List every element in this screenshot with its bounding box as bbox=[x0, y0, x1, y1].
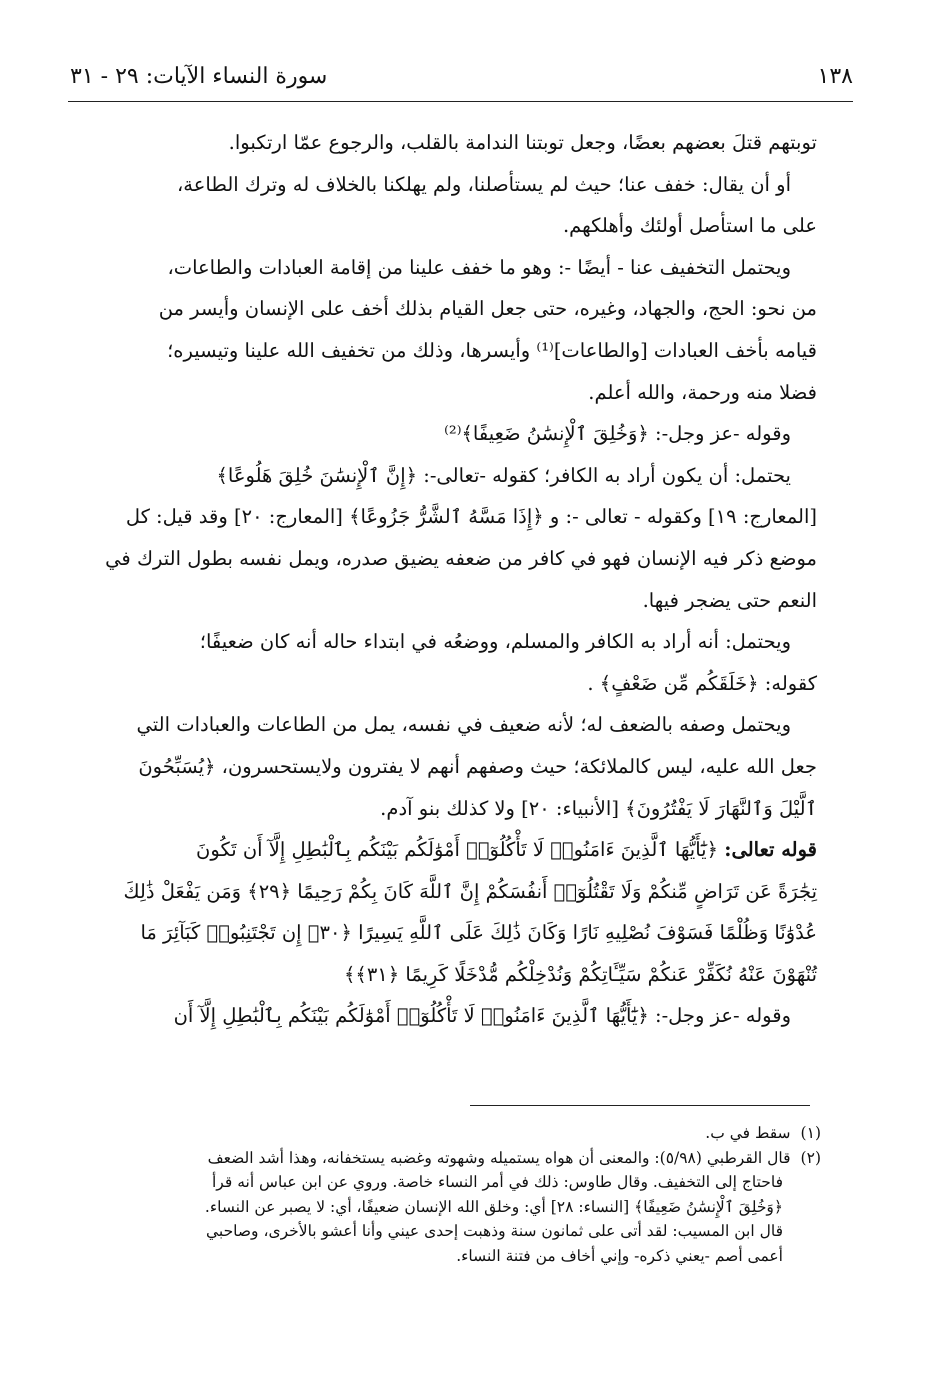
text-line: توبتهم قتلَ بعضهم بعضًا، وجعل توبتنا الندامة بالقلب، والرجوع عمّا ارتكبوا. bbox=[228, 131, 817, 154]
footnote-text: قال ابن المسيب: لقد أتى على ثمانون سنة وذهبت إحدى عيني وأنا أعشو بالأخرى، وصاحبي bbox=[206, 1222, 783, 1241]
text-line: ويحتمل وصفه بالضعف له؛ لأنه ضعيف في نفسه، يمل من الطاعات والعبادات التي bbox=[136, 713, 791, 737]
text-line: [المعارج: ١٩] وكقوله - تعالى -: و ﴿إِذَا مَسَّهُ ٱلشَّرُّ جَزُوعًا﴾ [المعارج: ٢٠] وقد قيل: كل bbox=[125, 505, 817, 529]
text-line: جعل الله عليه، ليس كالملائكة؛ حيث وصفهم أنهم لا يفترون ولايستحسرون، ﴿يُسَبِّحُونَ bbox=[138, 754, 817, 778]
text-line: فضلا منه ورحمة، والله أعلم. bbox=[588, 380, 817, 404]
text-line: أو أن يقال: خفف عنا؛ حيث لم يستأصلنا، ولم يهلكنا بالخلاف له وترك الطاعة، bbox=[177, 172, 791, 196]
footnote-text: فاحتاج إلى التخفيف. وقال طاوس: ذلك في أمر النساء خاصة. وروي عن ابن عباس أنه قرأ bbox=[212, 1173, 783, 1192]
text-line: النعم حتى يضجر فيها. bbox=[642, 588, 817, 612]
main-text bbox=[72, 122, 817, 1037]
verse-line: عُدْوَٰنًا وَظُلْمًا فَسَوْفَ نُصْلِيهِ نَارًا وَكَانَ ذَٰلِكَ عَلَى ٱللَّهِ يَسِيرًا ﴿٣٠﴾ إِن تَجْتَنِبُوا۟ كَبَآئِرَ مَا bbox=[140, 921, 817, 945]
text-line: يحتمل: أن يكون أراد به الكافر؛ كقوله -تعالى-: ﴿إِنَّ ٱلْإِنسَٰنَ خُلِقَ هَلُوعًا﴾ bbox=[216, 463, 791, 487]
text-line: قيامه بأخف العبادات [والطاعات]⁽¹⁾ وأيسرها، وذلك من تخفيف الله علينا وتيسيره؛ bbox=[167, 338, 817, 362]
footnote-2 bbox=[76, 1146, 821, 1171]
text-line: وقوله -عز وجل-: ﴿يَٰٓأَيُّهَا ٱلَّذِينَ ءَامَنُوا۟ لَا تَأْكُلُوٓا۟ أَمْوَٰلَكُم بَيْنَكُم بِٱلْبَٰطِلِ إِلَّآ أَن bbox=[173, 1004, 791, 1028]
footnote-number: (٢) bbox=[800, 1148, 821, 1167]
text-line: من نحو: الحج، والجهاد، وغيره، حتى جعل القيام بذلك أخف على الإنسان وأيسر من bbox=[158, 297, 817, 321]
footnote-text: ﴿وَخُلِقَ ٱلْإِنسَٰنُ ضَعِيفًا﴾ [النساء: ٢٨] أي: وخلق الله الإنسان ضعيفًا، أي: لا يصبر عن النساء. bbox=[204, 1197, 783, 1216]
text-line: ويحتمل التخفيف عنا - أيضًا -: وهو ما خفف علينا من إقامة العبادات والطاعات، bbox=[167, 255, 791, 279]
header-rule bbox=[68, 101, 853, 102]
verse-label: قوله تعالى: bbox=[724, 838, 817, 862]
text-line: موضع ذكر فيه الإنسان فهو في كافر من ضعفه يضيق صدره، ويمل نفسه بطول الترك في bbox=[105, 546, 817, 570]
text-line: كقوله: ﴿خَلَقَكُم مِّن ضَعْفٍ﴾ . bbox=[587, 671, 817, 695]
footnote-number: (١) bbox=[800, 1124, 821, 1142]
page-number: ١٣٨ bbox=[817, 63, 853, 89]
footnote-text: أعمى أصم -يعني ذكره- وإني أخاف من فتنة النساء. bbox=[456, 1246, 783, 1265]
running-title: سورة النساء الآيات: ٢٩ - ٣١ bbox=[70, 63, 328, 89]
verse-line bbox=[72, 829, 817, 871]
verse-line: تُنْهَوْنَ عَنْهُ نُكَفِّرْ عَنكُمْ سَيِّـَٔاتِكُمْ وَنُدْخِلْكُم مُّدْخَلًا كَرِيمًا ﴿٣١﴾﴾ bbox=[343, 962, 817, 986]
verse-line: تِجَٰرَةً عَن تَرَاضٍ مِّنكُمْ وَلَا تَقْتُلُوٓا۟ أَنفُسَكُمْ إِنَّ ٱللَّهَ كَانَ بِكُمْ رَحِيمًا ﴿٢٩﴾ وَمَن يَفْعَلْ ذَٰلِكَ bbox=[123, 879, 817, 903]
footnote-1 bbox=[76, 1121, 821, 1146]
text-line: وقوله -عز وجل-: ﴿وَخُلِقَ ٱلْإِنسَٰنُ ضَعِيفًا﴾⁽²⁾ bbox=[444, 422, 791, 446]
page-header bbox=[70, 56, 853, 96]
text-line: ٱلَّيْلَ وَٱلنَّهَارَ لَا يَفْتُرُونَ﴾ [الأنبياء: ٢٠] ولا كذلك بنو آدم. bbox=[380, 796, 817, 820]
text-line: على ما استأصل أولئك وأهلكهم. bbox=[562, 214, 817, 238]
footnote-rule bbox=[470, 1105, 810, 1106]
verse-text: ﴿يَٰٓأَيُّهَا ٱلَّذِينَ ءَامَنُوا۟ لَا تَأْكُلُوٓا۟ أَمْوَٰلَكُم بَيْنَكُم بِٱلْبَٰطِلِ إِلَّآ أَن تَكُونَ bbox=[196, 838, 719, 862]
footnote-text: قال القرطبي (٥/٩٨): والمعنى أن هواه يستميله وشهوته وغضبه يستخفانه، وهذا أشد الضعف bbox=[207, 1148, 791, 1167]
text-line: ويحتمل: أنه أراد به الكافر والمسلم، ووضعُه في ابتداء حاله أنه كان ضعيفًا؛ bbox=[199, 630, 791, 654]
footnotes bbox=[76, 1121, 821, 1269]
footnote-text: سقط في ب. bbox=[705, 1124, 791, 1142]
